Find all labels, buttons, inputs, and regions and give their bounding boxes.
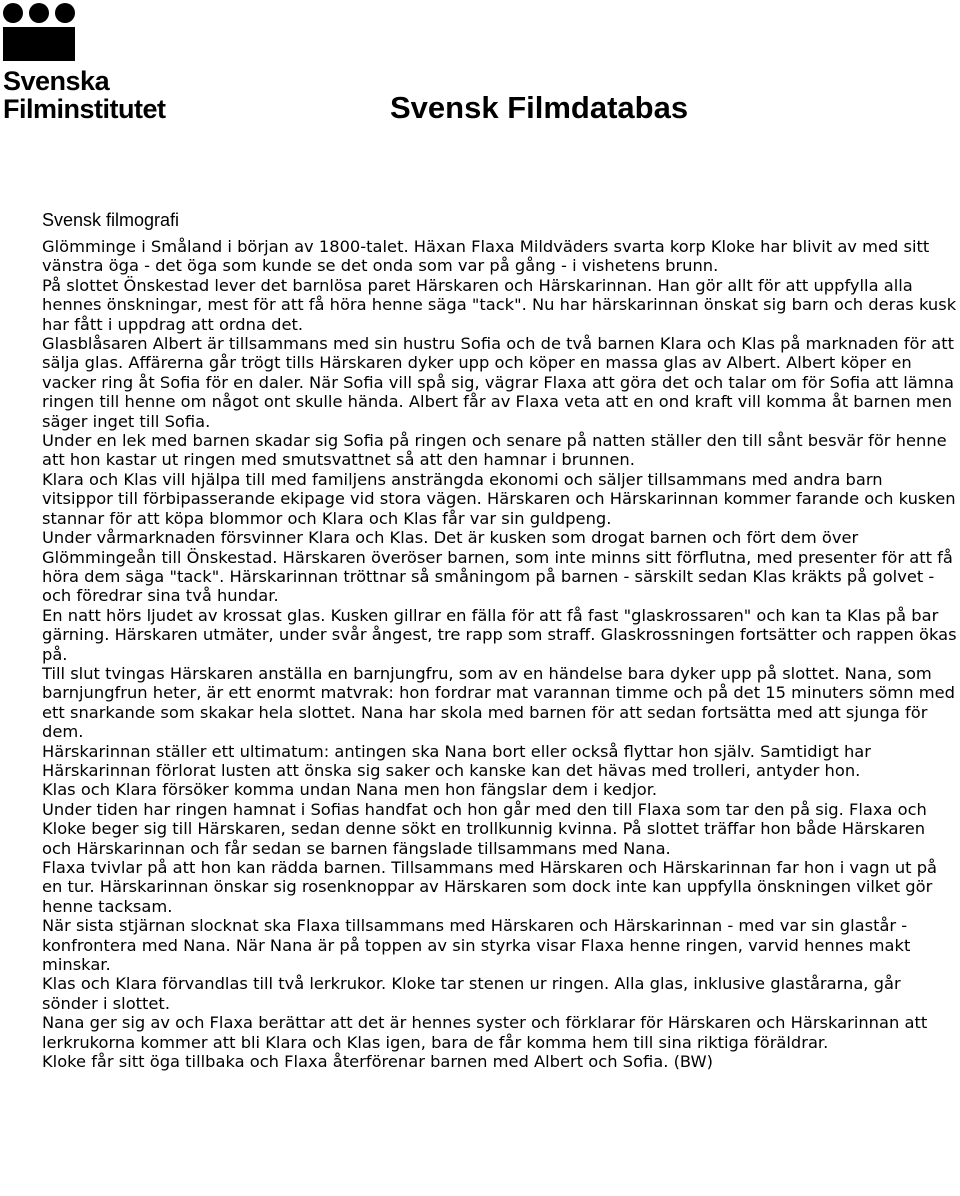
logo-line-2: Filminstitutet [3, 94, 166, 124]
logo-dot [55, 3, 75, 23]
logo-dot [3, 3, 23, 23]
synopsis-paragraph: När sista stjärnan slocknat ska Flaxa tillsammans med Härskaren och Härskarinnan - med var sin glastår - konfrontera med Nana. När Nana är på toppen av sin styrka visar Flaxa henne ringen, varvid hennes makt minskar. [42, 916, 911, 975]
synopsis-paragraph: Klas och Klara försöker komma undan Nana men hon fängslar dem i kedjor. [42, 780, 658, 800]
svenska-filminstitutet-logo[interactable] [3, 3, 203, 128]
synopsis-paragraph: Under en lek med barnen skadar sig Sofia på ringen och senare på natten ställer den till sånt besvär för henne att hon kastar ut ringen med smutsvattnet så att den hamnar i brunnen. [42, 431, 947, 470]
filmography-section [42, 209, 958, 1071]
synopsis-paragraph: Nana ger sig av och Flaxa berättar att det är hennes syster och förklarar för Härskaren och Härskarinnan att lerkrukorna kommer att bli Klara och Klas igen, bara de får komma hem till sina riktiga föräldrar. [42, 1013, 928, 1052]
synopsis-paragraph: Under vårmarknaden försvinner Klara och Klas. Det är kusken som drogat barnen och fört dem över Glömmingeån till Önskestad. Härskaren överöser barnen, som inte minns sitt förflutna, med presenter för att få höra dem säga "tack". Härskarinnan tröttnar så småningom på barnen - särskilt sedan Klas kräkts på golvet - och föredrar sina två hundar. [42, 528, 953, 606]
synopsis-paragraph: Härskarinnan ställer ett ultimatum: antingen ska Nana bort eller också flyttar hon själv. Samtidigt har Härskarinnan förlorat lusten att önska sig saker och kanske kan det hävas med trolleri, antyder hon. [42, 741, 871, 780]
synopsis-paragraph: Klara och Klas vill hjälpa till med familjens ansträngda ekonomi och säljer tillsammans med andra barn vitsippor till förbipasserande ekipage vid stora vägen. Härskaren och Härskarinnan kommer farande och kusken stannar för att köpa blommor och Klara och Klas får var sin guldpeng. [42, 469, 956, 528]
synopsis-paragraph: Till slut tvingas Härskaren anställa en barnjungfru, som av en händelse bara dyker upp på slottet. Nana, som barnjungfrun heter, är ett enormt matvrak: hon fordrar mat varannan timme och på det 15 minuters sömn med ett snarkande som skakar hela slottet. Nana har skola med barnen för att sedan fortsätta med att sjunga för dem. [42, 663, 955, 742]
synopsis-paragraph: Glömminge i Småland i början av 1800-talet. Häxan Flaxa Mildväders svarta korp Kloke har blivit av med sitt vänstra öga - det öga som kunde se det onda som var på gång - i vishetens brunn. [42, 237, 930, 276]
logo-line-1: Svenska [3, 66, 110, 96]
synopsis-paragraph: Klas och Klara förvandlas till två lerkrukor. Kloke tar stenen ur ringen. Alla glas, inklusive glastårarna, går sönder i slottet. [42, 974, 901, 1013]
synopsis-paragraph: Kloke får sitt öga tillbaka och Flaxa återförenar barnen med Albert och Sofia. (BW) [42, 1052, 713, 1072]
synopsis-paragraph: På slottet Önskestad lever det barnlösa paret Härskaren och Härskarinnan. Han gör allt för att uppfylla alla hennes önskningar, mest för att få höra henne säga "tack". Nu har härskarinnan önskat sig barn och deras kusk har fått i uppdrag att ordna det. [42, 275, 957, 334]
site-title: Svensk Filmdatabas [390, 90, 689, 125]
section-title: Svensk filmografi [42, 210, 180, 230]
logo-wordmark [3, 67, 166, 123]
synopsis-paragraph: En natt hörs ljudet av krossat glas. Kusken gillrar en fälla för att få fast "glaskrossaren" och kan ta Klas på bar gärning. Härskaren utmäter, under svår ångest, tre rapp som straff. Glaskrossningen fortsätter och rappen ökas på. [42, 605, 957, 664]
page-header [0, 0, 960, 190]
synopsis-paragraph: Glasblåsaren Albert är tillsammans med sin hustru Sofia och de två barnen Klara och Klas på marknaden för att sälja glas. Affärerna går trögt tills Härskaren dyker upp och köper en massa glas av Albert. Albert köper en vacker ring åt Sofia för en daler. När Sofia vill spå sig, vägrar Flaxa att göra det och talar om för Sofia att lämna ringen till henne om något ont skulle hända. Albert får av Flaxa veta att en ond kraft vill komma åt barnen men säger inget till Sofia. [42, 334, 955, 431]
synopsis-paragraph: Under tiden har ringen hamnat i Sofias handfat och hon går med den till Flaxa som tar den på sig. Flaxa och Kloke beger sig till Härskaren, sedan denne sökt en trollkunnig kvinna. På slottet träffar hon både Härskaren och Härskarinnan och får sedan se barnen fängslade tillsammans med Nana. [42, 799, 927, 858]
logo-dot [29, 3, 49, 23]
synopsis-paragraph: Flaxa tvivlar på att hon kan rädda barnen. Tillsammans med Härskaren och Härskarinnan far hon i vagn ut på en tur. Härskarinnan önskar sig rosenknoppar av Härskaren som dock inte kan uppfylla önskningen vilket gör henne tacksam. [42, 858, 938, 916]
synopsis [42, 237, 958, 1071]
logo-block [3, 27, 75, 61]
